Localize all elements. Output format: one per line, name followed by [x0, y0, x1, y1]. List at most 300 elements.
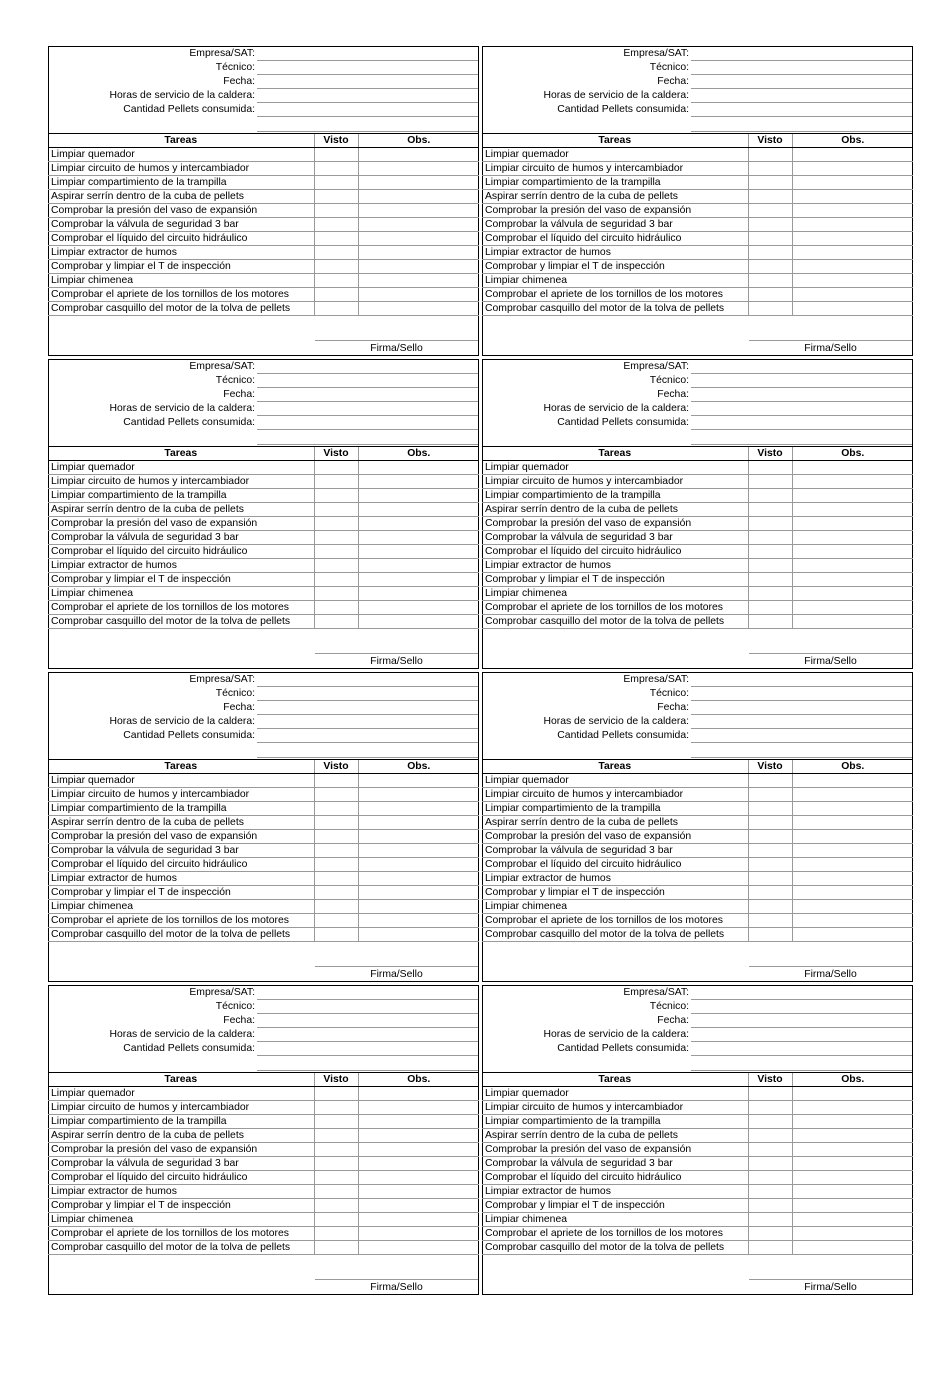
visto-cell[interactable] — [748, 503, 792, 517]
obs-cell[interactable] — [358, 858, 479, 872]
visto-cell[interactable] — [748, 872, 792, 886]
task-label: Comprobar casquillo del motor de la tolva de pellets — [482, 302, 748, 316]
visto-cell[interactable] — [748, 1171, 792, 1185]
visto-cell[interactable] — [748, 573, 792, 587]
visto-cell[interactable] — [748, 886, 792, 900]
visto-cell[interactable] — [748, 1129, 792, 1143]
obs-cell[interactable] — [792, 1115, 913, 1129]
pellets-input-line[interactable] — [257, 742, 478, 743]
obs-cell[interactable] — [358, 1241, 479, 1255]
visto-cell[interactable] — [314, 886, 358, 900]
visto-cell[interactable] — [748, 1227, 792, 1241]
visto-cell[interactable] — [748, 559, 792, 573]
signature-line[interactable] — [749, 966, 912, 967]
signature-line[interactable] — [749, 1279, 912, 1280]
info-row-empresa — [483, 986, 912, 1000]
obs-cell[interactable] — [358, 886, 479, 900]
task-row — [482, 461, 913, 475]
task-label: Comprobar la válvula de seguridad 3 bar — [48, 531, 314, 545]
visto-cell[interactable] — [314, 601, 358, 615]
obs-cell[interactable] — [792, 559, 913, 573]
task-label: Limpiar circuito de humos y intercambiador — [48, 162, 314, 176]
obs-cell[interactable] — [358, 274, 479, 288]
visto-cell[interactable] — [314, 1227, 358, 1241]
visto-cell[interactable] — [314, 774, 358, 788]
visto-cell[interactable] — [748, 858, 792, 872]
obs-cell[interactable] — [358, 461, 479, 475]
obs-cell[interactable] — [358, 900, 479, 914]
visto-cell[interactable] — [314, 232, 358, 246]
task-label: Limpiar compartimiento de la trampilla — [482, 489, 748, 503]
task-row — [482, 587, 913, 601]
empresa-label: Empresa/SAT: — [623, 987, 689, 998]
obs-cell[interactable] — [792, 176, 913, 190]
obs-cell[interactable] — [792, 475, 913, 489]
obs-cell[interactable] — [792, 1157, 913, 1171]
obs-cell[interactable] — [358, 788, 479, 802]
visto-cell[interactable] — [314, 260, 358, 274]
task-label: Comprobar el apriete de los tornillos de los motores — [48, 288, 314, 302]
obs-header: Obs. — [358, 447, 479, 461]
visto-cell[interactable] — [748, 517, 792, 531]
visto-cell[interactable] — [748, 218, 792, 232]
visto-cell[interactable] — [314, 1129, 358, 1143]
signature-line[interactable] — [315, 340, 478, 341]
visto-cell[interactable] — [314, 461, 358, 475]
info-row-horas — [49, 402, 478, 416]
visto-cell[interactable] — [314, 503, 358, 517]
task-label: Limpiar chimenea — [482, 900, 748, 914]
horas-label: Horas de servicio de la caldera: — [543, 716, 689, 727]
visto-cell[interactable] — [748, 1087, 792, 1101]
signature-line[interactable] — [315, 1279, 478, 1280]
obs-cell[interactable] — [358, 190, 479, 204]
task-label: Aspirar serrín dentro de la cuba de pellets — [482, 1129, 748, 1143]
visto-cell[interactable] — [748, 1241, 792, 1255]
visto-cell[interactable] — [748, 545, 792, 559]
visto-cell[interactable] — [314, 1143, 358, 1157]
obs-cell[interactable] — [358, 1143, 479, 1157]
task-label: Limpiar compartimiento de la trampilla — [48, 176, 314, 190]
obs-cell[interactable] — [792, 1143, 913, 1157]
visto-cell[interactable] — [314, 545, 358, 559]
task-label: Comprobar la presión del vaso de expansión — [482, 204, 748, 218]
visto-cell[interactable] — [748, 830, 792, 844]
obs-cell[interactable] — [792, 162, 913, 176]
visto-cell[interactable] — [314, 1115, 358, 1129]
obs-cell[interactable] — [792, 788, 913, 802]
obs-cell[interactable] — [358, 218, 479, 232]
obs-cell[interactable] — [358, 162, 479, 176]
info-extra-line — [257, 131, 478, 132]
obs-cell[interactable] — [358, 1171, 479, 1185]
visto-cell[interactable] — [314, 816, 358, 830]
signature-line[interactable] — [315, 653, 478, 654]
task-row — [482, 872, 913, 886]
tareas-header: Tareas — [48, 1073, 314, 1087]
visto-cell[interactable] — [748, 1143, 792, 1157]
task-table — [482, 133, 913, 316]
pellets-input-line[interactable] — [257, 1055, 478, 1056]
obs-cell[interactable] — [358, 475, 479, 489]
visto-cell[interactable] — [314, 302, 358, 316]
signature-line[interactable] — [315, 966, 478, 967]
task-row — [48, 1213, 479, 1227]
task-table-header — [482, 760, 913, 774]
info-row-pellets — [483, 103, 912, 117]
obs-cell[interactable] — [358, 1157, 479, 1171]
pellets-input-line[interactable] — [257, 116, 478, 117]
visto-cell[interactable] — [748, 1199, 792, 1213]
task-row — [48, 260, 479, 274]
obs-cell[interactable] — [358, 802, 479, 816]
obs-cell[interactable] — [358, 176, 479, 190]
visto-cell[interactable] — [314, 475, 358, 489]
obs-cell[interactable] — [792, 190, 913, 204]
task-row — [48, 531, 479, 545]
visto-cell[interactable] — [314, 148, 358, 162]
task-label: Comprobar casquillo del motor de la tolva de pellets — [48, 1241, 314, 1255]
obs-cell[interactable] — [358, 531, 479, 545]
visto-cell[interactable] — [748, 914, 792, 928]
visto-cell[interactable] — [314, 176, 358, 190]
obs-cell[interactable] — [358, 260, 479, 274]
obs-cell[interactable] — [792, 1227, 913, 1241]
empresa-label: Empresa/SAT: — [189, 361, 255, 372]
obs-cell[interactable] — [792, 573, 913, 587]
task-row — [482, 830, 913, 844]
obs-cell[interactable] — [792, 1171, 913, 1185]
visto-cell[interactable] — [314, 204, 358, 218]
visto-cell[interactable] — [748, 246, 792, 260]
obs-cell[interactable] — [358, 1115, 479, 1129]
obs-cell[interactable] — [792, 1087, 913, 1101]
visto-cell[interactable] — [748, 302, 792, 316]
visto-cell[interactable] — [748, 232, 792, 246]
task-row — [48, 302, 479, 316]
visto-cell[interactable] — [748, 788, 792, 802]
obs-cell[interactable] — [792, 489, 913, 503]
task-row — [48, 587, 479, 601]
obs-cell[interactable] — [358, 246, 479, 260]
task-label: Comprobar el apriete de los tornillos de los motores — [482, 601, 748, 615]
obs-cell[interactable] — [792, 601, 913, 615]
task-row — [482, 1171, 913, 1185]
info-row-fecha — [49, 1014, 478, 1028]
task-row — [482, 489, 913, 503]
visto-cell[interactable] — [748, 774, 792, 788]
visto-cell[interactable] — [314, 788, 358, 802]
info-row-pellets — [49, 729, 478, 743]
task-label: Limpiar chimenea — [482, 274, 748, 288]
obs-cell[interactable] — [358, 1213, 479, 1227]
task-row — [482, 1213, 913, 1227]
obs-cell[interactable] — [792, 232, 913, 246]
obs-cell[interactable] — [358, 503, 479, 517]
visto-cell[interactable] — [748, 288, 792, 302]
signature-line[interactable] — [749, 653, 912, 654]
task-row — [482, 886, 913, 900]
obs-cell[interactable] — [792, 844, 913, 858]
obs-cell[interactable] — [358, 204, 479, 218]
obs-cell[interactable] — [358, 1101, 479, 1115]
visto-header: Visto — [314, 134, 358, 148]
visto-cell[interactable] — [314, 1199, 358, 1213]
visto-cell[interactable] — [748, 176, 792, 190]
obs-cell[interactable] — [358, 615, 479, 629]
obs-cell[interactable] — [792, 816, 913, 830]
obs-cell[interactable] — [792, 260, 913, 274]
task-label: Limpiar circuito de humos y intercambiador — [48, 475, 314, 489]
info-row-tecnico — [49, 1000, 478, 1014]
signature-line[interactable] — [749, 340, 912, 341]
visto-cell[interactable] — [748, 190, 792, 204]
obs-cell[interactable] — [358, 774, 479, 788]
maintenance-card — [482, 985, 913, 1295]
visto-cell[interactable] — [748, 531, 792, 545]
visto-cell[interactable] — [314, 1087, 358, 1101]
task-row — [482, 162, 913, 176]
visto-cell[interactable] — [314, 274, 358, 288]
pellets-input-line[interactable] — [257, 429, 478, 430]
obs-cell[interactable] — [792, 914, 913, 928]
visto-cell[interactable] — [748, 802, 792, 816]
visto-cell[interactable] — [314, 615, 358, 629]
horas-label: Horas de servicio de la caldera: — [543, 403, 689, 414]
obs-cell[interactable] — [358, 928, 479, 942]
pellets-input-line[interactable] — [691, 116, 912, 117]
task-label: Comprobar casquillo del motor de la tolva de pellets — [482, 615, 748, 629]
visto-cell[interactable] — [314, 190, 358, 204]
obs-cell[interactable] — [792, 587, 913, 601]
obs-cell[interactable] — [792, 204, 913, 218]
visto-cell[interactable] — [748, 900, 792, 914]
obs-cell[interactable] — [792, 774, 913, 788]
obs-cell[interactable] — [358, 1129, 479, 1143]
obs-cell[interactable] — [792, 246, 913, 260]
info-row-fecha — [483, 75, 912, 89]
visto-cell[interactable] — [748, 1185, 792, 1199]
obs-cell[interactable] — [792, 858, 913, 872]
visto-cell[interactable] — [314, 872, 358, 886]
card-info-section — [483, 360, 912, 446]
obs-cell[interactable] — [792, 1101, 913, 1115]
obs-cell[interactable] — [358, 1199, 479, 1213]
visto-cell[interactable] — [314, 900, 358, 914]
visto-cell[interactable] — [748, 928, 792, 942]
task-label: Limpiar quemador — [48, 774, 314, 788]
task-row — [48, 1157, 479, 1171]
obs-cell[interactable] — [358, 288, 479, 302]
task-label: Comprobar la válvula de seguridad 3 bar — [48, 218, 314, 232]
obs-cell[interactable] — [358, 148, 479, 162]
task-row — [48, 788, 479, 802]
task-row — [48, 886, 479, 900]
task-row — [48, 1185, 479, 1199]
task-row — [48, 816, 479, 830]
pellets-input-line[interactable] — [691, 429, 912, 430]
task-label: Limpiar chimenea — [48, 587, 314, 601]
visto-cell[interactable] — [314, 914, 358, 928]
visto-cell[interactable] — [314, 928, 358, 942]
visto-cell[interactable] — [314, 844, 358, 858]
obs-cell[interactable] — [792, 802, 913, 816]
task-row — [48, 1115, 479, 1129]
obs-cell[interactable] — [792, 274, 913, 288]
obs-cell[interactable] — [792, 302, 913, 316]
visto-cell[interactable] — [748, 489, 792, 503]
visto-cell[interactable] — [748, 587, 792, 601]
task-label: Aspirar serrín dentro de la cuba de pellets — [482, 190, 748, 204]
obs-cell[interactable] — [358, 302, 479, 316]
task-row — [48, 559, 479, 573]
obs-cell[interactable] — [792, 503, 913, 517]
task-table — [482, 1072, 913, 1255]
visto-cell[interactable] — [748, 601, 792, 615]
obs-cell[interactable] — [792, 545, 913, 559]
visto-cell[interactable] — [748, 615, 792, 629]
task-label: Comprobar el apriete de los tornillos de los motores — [482, 288, 748, 302]
obs-cell[interactable] — [358, 872, 479, 886]
visto-cell[interactable] — [314, 162, 358, 176]
visto-cell[interactable] — [314, 1171, 358, 1185]
obs-cell[interactable] — [792, 288, 913, 302]
obs-cell[interactable] — [358, 545, 479, 559]
obs-cell[interactable] — [792, 1213, 913, 1227]
visto-cell[interactable] — [314, 1101, 358, 1115]
obs-cell[interactable] — [358, 816, 479, 830]
obs-cell[interactable] — [792, 1199, 913, 1213]
task-row — [482, 302, 913, 316]
visto-cell[interactable] — [748, 148, 792, 162]
task-row — [482, 531, 913, 545]
empresa-label: Empresa/SAT: — [623, 48, 689, 59]
visto-cell[interactable] — [748, 1101, 792, 1115]
tareas-header: Tareas — [48, 447, 314, 461]
task-row — [482, 1157, 913, 1171]
obs-cell[interactable] — [358, 1227, 479, 1241]
obs-cell[interactable] — [792, 1185, 913, 1199]
obs-cell[interactable] — [792, 148, 913, 162]
obs-cell[interactable] — [358, 914, 479, 928]
visto-cell[interactable] — [314, 517, 358, 531]
obs-cell[interactable] — [358, 232, 479, 246]
obs-cell[interactable] — [358, 573, 479, 587]
obs-cell[interactable] — [792, 461, 913, 475]
info-row-pellets — [49, 103, 478, 117]
task-row — [48, 545, 479, 559]
pellets-label: Cantidad Pellets consumida: — [123, 417, 255, 428]
visto-cell[interactable] — [314, 1241, 358, 1255]
visto-cell[interactable] — [748, 1213, 792, 1227]
obs-cell[interactable] — [358, 559, 479, 573]
visto-cell[interactable] — [314, 802, 358, 816]
obs-cell[interactable] — [792, 1129, 913, 1143]
obs-cell[interactable] — [358, 1087, 479, 1101]
obs-header: Obs. — [792, 1073, 913, 1087]
obs-cell[interactable] — [792, 872, 913, 886]
tecnico-label: Técnico: — [215, 375, 255, 386]
task-row — [48, 176, 479, 190]
visto-cell[interactable] — [748, 844, 792, 858]
task-row — [48, 1087, 479, 1101]
obs-cell[interactable] — [792, 928, 913, 942]
task-label: Comprobar la válvula de seguridad 3 bar — [482, 1157, 748, 1171]
signature-label: Firma/Sello — [370, 969, 423, 980]
visto-cell[interactable] — [748, 274, 792, 288]
task-row — [48, 148, 479, 162]
visto-cell[interactable] — [314, 1185, 358, 1199]
visto-cell[interactable] — [314, 288, 358, 302]
obs-cell[interactable] — [358, 587, 479, 601]
visto-cell[interactable] — [314, 573, 358, 587]
obs-cell[interactable] — [792, 615, 913, 629]
task-label: Comprobar la válvula de seguridad 3 bar — [482, 218, 748, 232]
visto-cell[interactable] — [314, 559, 358, 573]
horas-label: Horas de servicio de la caldera: — [109, 403, 255, 414]
visto-cell[interactable] — [748, 1157, 792, 1171]
obs-cell[interactable] — [792, 900, 913, 914]
task-row — [482, 503, 913, 517]
visto-cell[interactable] — [748, 204, 792, 218]
obs-cell[interactable] — [358, 517, 479, 531]
task-row — [482, 1143, 913, 1157]
obs-cell[interactable] — [792, 517, 913, 531]
task-label: Comprobar la presión del vaso de expansión — [48, 204, 314, 218]
task-table — [482, 446, 913, 629]
visto-cell[interactable] — [748, 162, 792, 176]
obs-cell[interactable] — [358, 830, 479, 844]
obs-cell[interactable] — [358, 844, 479, 858]
info-row-tecnico — [49, 61, 478, 75]
obs-cell[interactable] — [792, 531, 913, 545]
pellets-input-line[interactable] — [691, 1055, 912, 1056]
task-label: Limpiar chimenea — [482, 1213, 748, 1227]
visto-cell[interactable] — [314, 587, 358, 601]
task-row — [48, 288, 479, 302]
obs-cell[interactable] — [792, 218, 913, 232]
visto-cell[interactable] — [314, 246, 358, 260]
obs-cell[interactable] — [358, 489, 479, 503]
visto-cell[interactable] — [314, 1213, 358, 1227]
visto-cell[interactable] — [314, 830, 358, 844]
obs-cell[interactable] — [792, 830, 913, 844]
task-label: Limpiar circuito de humos y intercambiador — [48, 1101, 314, 1115]
info-row-pellets — [483, 1042, 912, 1056]
task-label: Limpiar compartimiento de la trampilla — [48, 802, 314, 816]
visto-cell[interactable] — [748, 816, 792, 830]
obs-cell[interactable] — [792, 1241, 913, 1255]
visto-cell[interactable] — [748, 461, 792, 475]
visto-cell[interactable] — [314, 531, 358, 545]
visto-cell[interactable] — [748, 260, 792, 274]
task-row — [48, 1143, 479, 1157]
visto-cell[interactable] — [314, 858, 358, 872]
visto-cell[interactable] — [314, 489, 358, 503]
obs-cell[interactable] — [358, 601, 479, 615]
visto-cell[interactable] — [314, 218, 358, 232]
info-row-horas — [49, 715, 478, 729]
pellets-input-line[interactable] — [691, 742, 912, 743]
task-label: Comprobar el líquido del circuito hidráulico — [48, 1171, 314, 1185]
visto-cell[interactable] — [314, 1157, 358, 1171]
visto-cell[interactable] — [748, 1115, 792, 1129]
obs-cell[interactable] — [358, 1185, 479, 1199]
obs-cell[interactable] — [792, 886, 913, 900]
visto-cell[interactable] — [748, 475, 792, 489]
task-row — [482, 1115, 913, 1129]
task-label: Comprobar y limpiar el T de inspección — [482, 260, 748, 274]
